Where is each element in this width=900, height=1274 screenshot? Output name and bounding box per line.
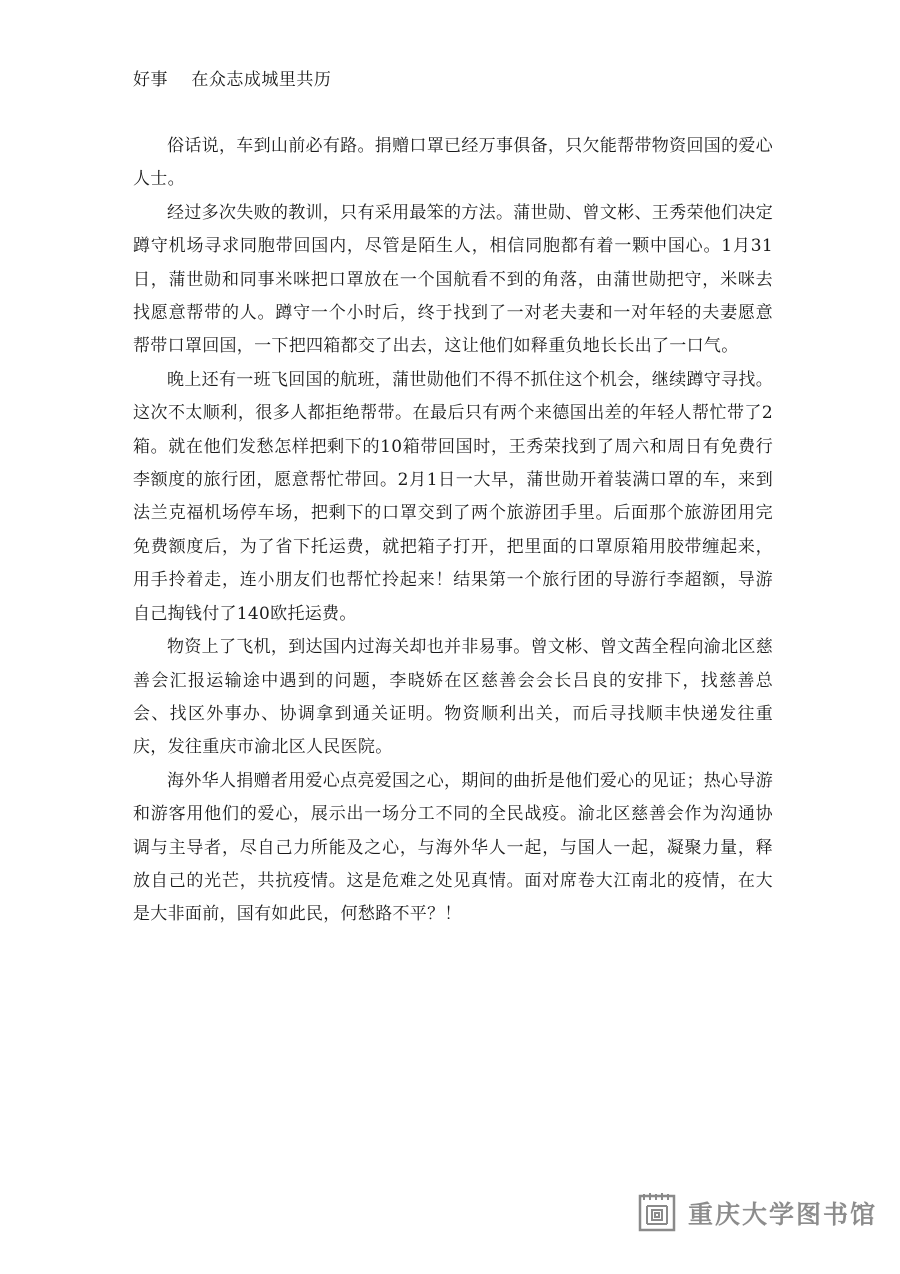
library-watermark	[638, 1192, 877, 1234]
document-body	[133, 130, 773, 932]
paragraph-4: 物资上了飞机，到达国内过海关却也并非易事。曾文彬、曾文茜全程向渝北区慈善会汇报运输途中遇到的问题，李晓娇在区慈善会会长吕良的安排下，找慈善总会、找区外事办、协调拿到通关证明。物资顺利出关，而后寻找顺丰快递发往重庆，发往重庆市渝北区人民医院。	[133, 637, 773, 758]
library-name: 重庆大学图书馆	[688, 1200, 878, 1229]
paragraph-3: 晚上还有一班飞回国的航班，蒲世勋他们不得不抓住这个机会，继续蹲守寻找。这次不太顺利，很多人都拒绝帮带。在最后只有两个来德国出差的年轻人帮忙带了2箱。就在他们发愁怎样把剩下的10箱带回国时，王秀荣找到了周六和周日有免费行李额度的旅行团，愿意帮忙带回。2月1日一大早，蒲世勋开着装满口罩的车，来到法兰克福机场停车场，把剩下的口罩交到了两个旅游团手里。后面那个旅游团用完免费额度后，为了省下托运费，就把箱子打开，把里面的口罩原箱用胶带缠起来，用手拎着走，连小朋友们也帮忙拎起来！结果第一个旅行团的导游行李超额，导游自己掏钱付了140欧托运费。	[133, 369, 773, 624]
paragraph-1: 俗话说，车到山前必有路。捐赠口罩已经万事俱备，只欠能帮带物资回国的爱心人士。	[133, 136, 773, 190]
paragraph-2: 经过多次失败的教训，只有采用最笨的方法。蒲世勋、曾文彬、王秀荣他们决定蹲守机场寻求同胞带回国内，尽管是陌生人，相信同胞都有着一颗中国心。1月31日，蒲世勋和同事米咪把口罩放在一个国航看不到的角落，由蒲世勋把守，米咪去找愿意帮带的人。蹲守一个小时后，终于找到了一对老夫妻和一对年轻的夫妻愿意帮带口罩回国，一下把四箱都交了出去，这让他们如释重负地长长出了一口气。	[133, 202, 773, 357]
paragraph-5: 海外华人捐赠者用爱心点亮爱国之心，期间的曲折是他们爱心的见证；热心导游和游客用他们的爱心，展示出一场分工不同的全民战疫。渝北区慈善会作为沟通协调与主导者，尽自己力所能及之心，与海外华人一起，与国人一起，凝聚力量，释放自己的光芒，共抗疫情。这是危难之处见真情。面对席卷大江南北的疫情，在大是大非面前，国有如此民，何愁路不平？！	[133, 770, 773, 925]
library-seal-icon	[638, 1192, 676, 1234]
document-heading: 好事 在众志成城里共历	[133, 70, 332, 90]
